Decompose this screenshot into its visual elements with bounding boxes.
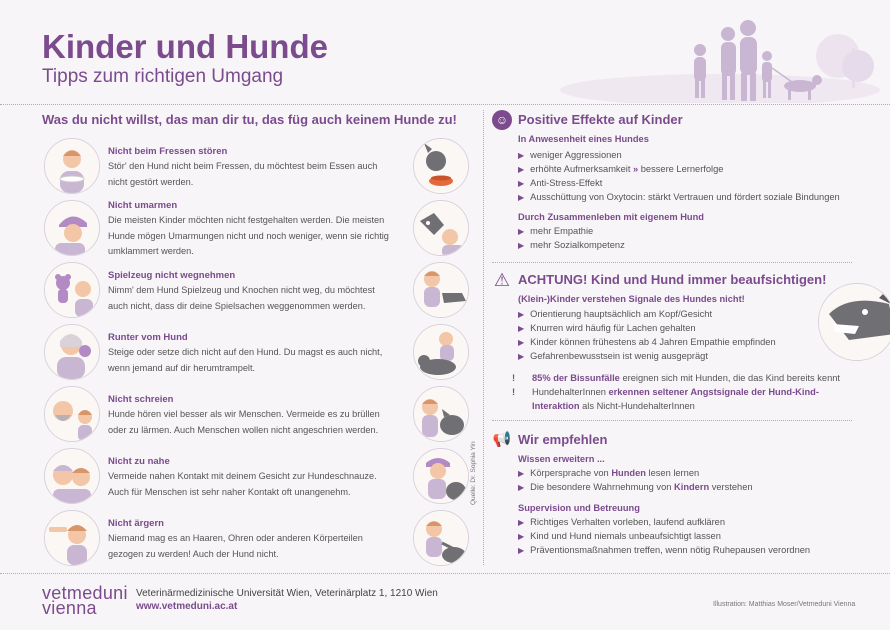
child-with-toy-illustration: [44, 262, 100, 318]
child-hugging-illustration: [44, 200, 100, 256]
tip-text: Vermeide nahen Kontakt mit deinem Gesicht zur Hundeschnauze. Auch für Menschen ist sehr naher Kontakt oft unangenehm.: [108, 471, 377, 497]
child-face-to-dog-illustration: [413, 448, 469, 504]
tip-title: Nicht umarmen: [108, 200, 178, 211]
tip-text: Niemand mag es an Haaren, Ohren oder anderen Körperteilen gezogen zu werden! Auch der Hund nicht.: [108, 533, 363, 559]
header-divider: [0, 104, 890, 105]
tip-text: Nimm' dem Hund Spielzeug und Knochen nicht weg, du möchtest auch nicht, dass dir deine Spielsachen weggenommen werden.: [108, 285, 375, 311]
triangle-bullet-icon: ▶: [518, 532, 525, 541]
recommend-subheading: Wissen erweitern ...: [518, 454, 605, 464]
child-pulling-dog-tail-illustration: [413, 510, 469, 566]
tip-text: Hunde hören viel besser als wir Menschen. Vermeide es zu brüllen oder zu lärmen. Auch Menschen wollen nicht angeschrien werden.: [108, 409, 380, 435]
section-title-recommend: Wir empfehlen: [518, 432, 608, 447]
warning-triangle-icon: ⚠: [493, 270, 511, 290]
child-taking-bone-illustration: [413, 262, 469, 318]
grandmother-illustration: [44, 324, 100, 380]
triangle-bullet-icon: ▶: [518, 179, 525, 188]
page-subtitle: Tipps zum richtigen Umgang: [42, 66, 284, 87]
triangle-bullet-icon: ▶: [518, 352, 525, 361]
list-item: ▶ Ausschüttung von Oxytocin: stärkt Vertrauen und fördert soziale Bindungen: [518, 192, 840, 202]
website-link[interactable]: www.vetmeduni.ac.at: [136, 601, 238, 612]
recommend-subheading: Supervision und Betreuung: [518, 503, 640, 513]
tip-item: [0, 508, 480, 570]
tip-item: [0, 322, 480, 384]
address-text: Veterinärmedizinische Universität Wien, Veterinärplatz 1, 1210 Wien: [136, 588, 438, 599]
column-divider: [483, 110, 484, 565]
source-credit: Quelle: Dr. Sophia Yin: [470, 441, 477, 505]
exclamation-icon: !: [512, 387, 516, 397]
triangle-bullet-icon: ▶: [518, 324, 525, 333]
page-title: Kinder und Hunde: [42, 28, 328, 65]
list-item: ▶ Orientierung hauptsächlich am Kopf/Gesicht: [518, 309, 713, 319]
tip-text: Die meisten Kinder möchten nicht festgehalten werden. Die meisten Hunde mögen Umarmungen nicht und noch weniger, wenn sie richtig umklammert werden.: [108, 215, 389, 256]
triangle-bullet-icon: ▶: [518, 227, 525, 236]
child-shouting-at-dog-illustration: [413, 386, 469, 442]
tip-text: Stör' den Hund nicht beim Fressen, du möchtest beim Essen auch nicht gestört werden.: [108, 161, 378, 187]
positive-subheading: In Anwesenheit eines Hundes: [518, 134, 649, 144]
motto-heading: Was du nicht willst, das man dir tu, das füg auch keinem Hunde zu!: [42, 112, 457, 127]
tip-item: [0, 384, 480, 446]
section-divider: [492, 262, 852, 263]
child-pulled-hair-illustration: [44, 510, 100, 566]
list-item: ▶ Knurren wird häufig für Lachen gehalten: [518, 323, 696, 333]
illustration-credit: Illustration: Matthias Moser/Vetmeduni Vienna: [713, 601, 856, 608]
man-shouting-illustration: [44, 386, 100, 442]
tip-title: Spielzeug nicht wegnehmen: [108, 270, 236, 281]
list-item: ▶ Gefahrenbewusstsein ist wenig ausgeprägt: [518, 351, 708, 361]
tip-title: Nicht ärgern: [108, 518, 164, 529]
list-item: ▶ Körpersprache von Hunden lesen lernen: [518, 468, 700, 478]
attention-subheading: (Klein-)Kinder verstehen Signale des Hundes nicht!: [518, 294, 745, 304]
list-item: ▶ mehr Sozialkompetenz: [518, 240, 625, 250]
growling-dog-illustration: [818, 283, 890, 361]
section-title-attention: ACHTUNG! Kind und Hund immer beaufsichtigen!: [518, 272, 827, 287]
tip-item: [0, 136, 480, 198]
footer-divider: [0, 573, 890, 574]
positive-subheading: Durch Zusammenleben mit eigenem Hund: [518, 212, 704, 222]
triangle-bullet-icon: ▶: [518, 241, 525, 250]
triangle-bullet-icon: ▶: [518, 165, 525, 174]
tip-item: [0, 446, 480, 508]
list-item: ▶ Anti-Stress-Effekt: [518, 178, 603, 188]
tip-title: Runter vom Hund: [108, 332, 188, 343]
child-on-dog-illustration: [413, 324, 469, 380]
triangle-bullet-icon: ▶: [518, 483, 525, 492]
child-eating-illustration: [44, 138, 100, 194]
tip-item: [0, 260, 480, 322]
tip-title: Nicht beim Fressen stören: [108, 146, 228, 157]
tip-text: Steige oder setze dich nicht auf den Hund. Du magst es auch nicht, wenn jemand auf dir herumtrampelt.: [108, 347, 383, 373]
list-item: ▶ Die besondere Wahrnehmung von Kindern verstehen: [518, 482, 753, 492]
list-item: ▶ Richtiges Verhalten vorleben, laufend aufklären: [518, 517, 726, 527]
vetmeduni-logo[interactable]: vetmeduni vienna: [42, 583, 128, 618]
list-item: ▶ Kind und Hund niemals unbeaufsichtigt lassen: [518, 531, 721, 541]
triangle-bullet-icon: ▶: [518, 469, 525, 478]
fact-item: ! HundehalterInnen erkennen seltener Angstsignale der Hund-Kind-Interaktion als Nicht-HundehalterInnen: [512, 387, 819, 411]
dog-eating-illustration: [413, 138, 469, 194]
smiley-icon: ☺: [492, 110, 512, 130]
triangle-bullet-icon: ▶: [518, 310, 525, 319]
list-item: ▶ erhöhte Aufmerksamkeit » bessere Lernerfolge: [518, 164, 724, 174]
tip-title: Nicht zu nahe: [108, 456, 170, 467]
megaphone-icon: 📢: [492, 431, 512, 448]
list-item: ▶ Präventionsmaßnahmen treffen, wenn nötig Ruhepausen verordnen: [518, 545, 811, 555]
list-item: ▶ weniger Aggressionen: [518, 150, 622, 160]
dog-hugged-illustration: [413, 200, 469, 256]
triangle-bullet-icon: ▶: [518, 518, 525, 527]
section-title-positive: Positive Effekte auf Kinder: [518, 112, 683, 127]
section-divider: [492, 420, 852, 421]
list-item: ▶ mehr Empathie: [518, 226, 594, 236]
list-item: ▶ Kinder können frühestens ab 4 Jahren Empathie empfinden: [518, 337, 776, 347]
exclamation-icon: !: [512, 373, 516, 383]
family-walking-dog-illustration: [560, 18, 880, 103]
triangle-bullet-icon: ▶: [518, 193, 525, 202]
triangle-bullet-icon: ▶: [518, 151, 525, 160]
triangle-bullet-icon: ▶: [518, 338, 525, 347]
faces-close-illustration: [44, 448, 100, 504]
triangle-bullet-icon: ▶: [518, 546, 525, 555]
fact-item: ! 85% der Bissunfälle ereignen sich mit Hunden, die das Kind bereits kennt: [514, 372, 854, 386]
tip-item: [0, 198, 480, 260]
tip-title: Nicht schreien: [108, 394, 174, 405]
